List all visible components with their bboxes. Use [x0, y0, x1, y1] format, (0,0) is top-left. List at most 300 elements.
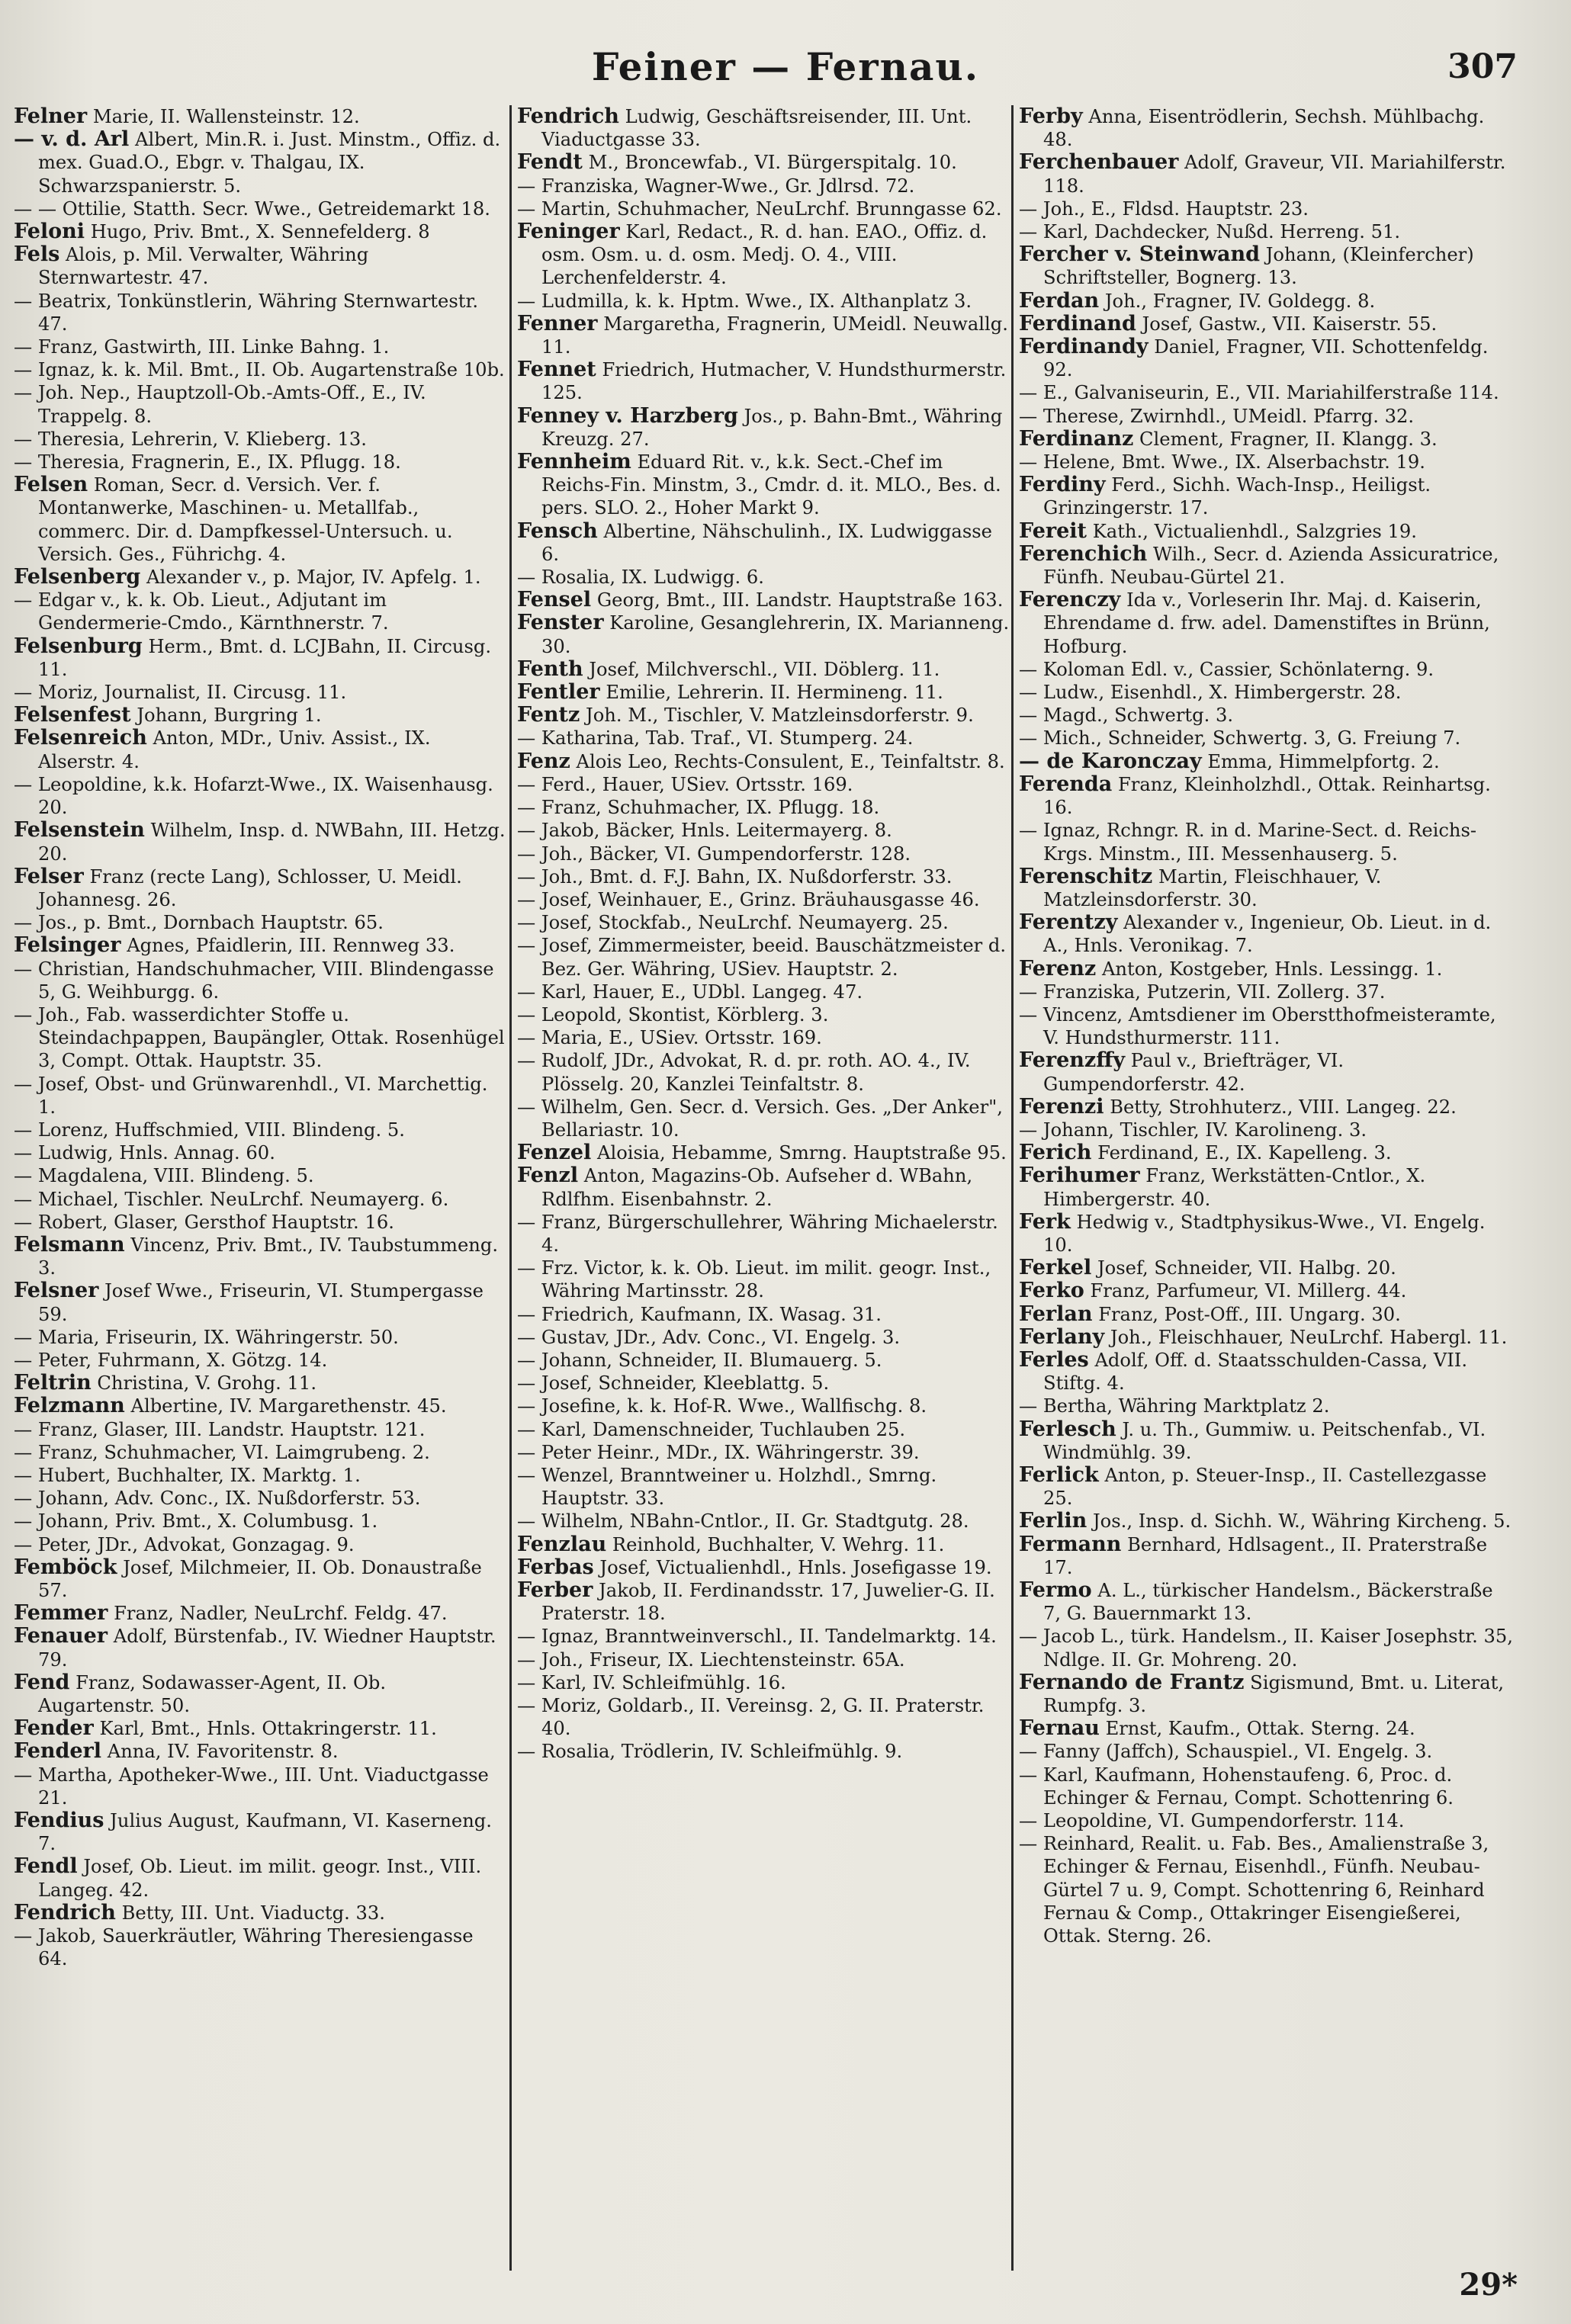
column-1: [14, 105, 508, 2271]
entry-details: Edgar v., k. k. Ob. Lieut., Adjutant im Gendermerie-Cmdo., Kärnthnerstr. 7.: [37, 589, 389, 634]
entry-details: Friedrich, Kaufmann, IX. Wasag. 31.: [541, 1303, 882, 1325]
entry-details: Josef, Schneider, VII. Halbg. 20.: [1097, 1257, 1396, 1279]
entry-details: Margaretha, Fragnerin, UMeidl. Neuwallg. 11.: [541, 313, 1008, 358]
entry-details: Leopoldine, k.k. Hofarzt-Wwe., IX. Waisenhausg. 20.: [37, 773, 493, 819]
directory-entry: [517, 1141, 1011, 1164]
entry-name: —: [517, 727, 536, 750]
directory-entry: [517, 773, 1011, 796]
entry-details: Josef, Milchmeier, II. Ob. Donaustraße 57.: [38, 1556, 482, 1601]
entry-name: Ferles: [1019, 1347, 1089, 1372]
entry-name: Fend: [14, 1670, 70, 1694]
directory-entry: [14, 934, 508, 957]
entry-details: Josef, Obst- und Grünwarenhdl., VI. Marchettig. 1.: [37, 1073, 488, 1118]
directory-entry: [1019, 1349, 1513, 1395]
entry-name: —: [14, 1165, 33, 1187]
entry-name: Ferenzi: [1019, 1094, 1104, 1119]
entry-details: Reinhard, Realit. u. Fab. Bes., Amalienstraße 3, Echinger & Fernau, Eisenhdl., Fünfh. Neubau-Gürtel 7 u. 9, Compt. Schottenring 6, Reinhard Fernau & Comp., Ottakringer Eisengießerei, Ottak. Sterng. 26.: [1043, 1833, 1489, 1947]
entry-name: —: [517, 1626, 536, 1648]
directory-entry: [1019, 773, 1513, 819]
entry-name: Fernau: [1019, 1716, 1100, 1741]
entry-name: Felner: [14, 105, 88, 128]
entry-details: Karl, Damenschneider, Tuchlauben 25.: [541, 1418, 906, 1440]
entry-name: Ferdinanz: [1019, 426, 1134, 451]
directory-entry: [1019, 958, 1513, 981]
entry-name: —: [517, 290, 536, 312]
directory-entry: [1019, 589, 1513, 658]
entry-name: Fermann: [1019, 1532, 1122, 1556]
entry-details: Joh., Bmt. d. F.J. Bahn, IX. Nußdorferstr. 33.: [541, 865, 953, 888]
entry-name: Fenster: [517, 611, 604, 635]
entry-details: Sigismund, Bmt. u. Literat, Rumpfg. 3.: [1043, 1671, 1505, 1717]
entry-details: Jacob L., türk. Handelsm., II. Kaiser Josephstr. 35, Ndlge. II. Gr. Mohreng. 20.: [1043, 1626, 1513, 1671]
entry-details: Leopold, Skontist, Körblerg. 3.: [541, 1003, 829, 1026]
entry-details: Karl, Kaufmann, Hohenstaufeng. 6, Proc. d. Echinger & Fernau, Compt. Schottenring 6.: [1043, 1764, 1454, 1809]
directory-entry: [14, 727, 508, 772]
directory-entry: [1019, 819, 1513, 865]
entry-details: Ferdinand, E., IX. Kapelleng. 3.: [1097, 1142, 1392, 1164]
directory-entry: [1019, 1740, 1513, 1763]
entry-name: Ferich: [1019, 1141, 1092, 1165]
entry-name: —: [14, 1925, 33, 1947]
directory-entry: [14, 1234, 508, 1279]
entry-details: Joh., Fab. wasserdichter Stoffe u. Steindachpappen, Baupängler, Ottak. Rosenhügel 3, Compt. Ottak. Hauptstr. 35.: [37, 1003, 505, 1072]
directory-entry: [1019, 1579, 1513, 1625]
entry-name: Fendrich: [517, 105, 619, 128]
entry-details: Bertha, Währing Marktplatz 2.: [1043, 1395, 1330, 1417]
entry-details: Ernst, Kaufm., Ottak. Sterng. 24.: [1105, 1718, 1415, 1740]
entry-name: —: [517, 1510, 536, 1533]
directory-entry: [14, 1602, 508, 1625]
entry-name: —: [517, 843, 536, 865]
directory-entry: [517, 1003, 1011, 1026]
entry-name: Fendl: [14, 1854, 78, 1879]
entry-details: Alexander v., p. Major, IV. Apfelg. 1.: [146, 567, 481, 589]
entry-details: Ferd., Hauer, USiev. Ortsstr. 169.: [541, 773, 853, 795]
entry-name: Ferentzy: [1019, 910, 1118, 935]
entry-details: Wilhelm, Insp. d. NWBahn, III. Hetzg. 20.: [38, 820, 506, 865]
entry-details: Eduard Rit. v., k.k. Sect.-Chef im Reichs-Fin. Minstm, 3., Cmdr. d. it. MLO., Bes. d. pers. SLO. 2., Hoher Markt 9.: [541, 451, 1001, 519]
entry-name: —: [1019, 1833, 1038, 1855]
directory-entry: [517, 865, 1011, 888]
directory-entry: [1019, 520, 1513, 543]
entry-name: —: [517, 197, 536, 220]
entry-name: Ferihumer: [1019, 1164, 1140, 1188]
entry-name: Fensel: [517, 588, 592, 612]
directory-entry: [1019, 290, 1513, 313]
entry-details: Johann, Priv. Bmt., X. Columbusg. 1.: [37, 1510, 378, 1533]
entry-details: Betty, Strohhuterz., VIII. Langeg. 22.: [1110, 1096, 1457, 1118]
entry-details: Adolf, Bürstenfab., IV. Wiedner Hauptstr. 79.: [38, 1626, 496, 1671]
directory-entry: [14, 1809, 508, 1855]
entry-details: Alexander v., Ingenieur, Ob. Lieut. in d. A., Hnls. Veronikag. 7.: [1043, 912, 1492, 957]
directory-entry: [517, 911, 1011, 934]
entry-name: —: [14, 1349, 33, 1371]
entry-details: Jos., Insp. d. Sichh. W., Währing Kircheng. 5.: [1092, 1510, 1512, 1533]
entry-name: —: [14, 773, 33, 795]
entry-details: Josefine, k. k. Hof-R. Wwe., Wallfischg. 8.: [541, 1395, 927, 1417]
entry-details: Jakob, Sauerkräutler, Währing Theresiengasse 64.: [37, 1925, 474, 1970]
page-number: 307: [1447, 47, 1518, 86]
entry-details: Peter, JDr., Advokat, Gonzagag. 9.: [37, 1533, 355, 1555]
entry-details: Josef Wwe., Friseurin, VI. Stumpergasse 59.: [38, 1280, 484, 1325]
directory-entry: [517, 843, 1011, 865]
entry-details: Josef, Victualienhdl., Hnls. Josefigasse 19.: [599, 1556, 992, 1578]
entry-name: —: [517, 1349, 536, 1371]
entry-details: Georg, Bmt., III. Landstr. Hauptstraße 163.: [596, 589, 1004, 611]
directory-entry: [14, 290, 508, 335]
directory-entry: [14, 243, 508, 289]
directory-entry: [517, 405, 1011, 451]
directory-entry: [517, 981, 1011, 1003]
entry-name: —: [14, 1764, 33, 1786]
directory-entry: [1019, 704, 1513, 727]
directory-entry: [1019, 1303, 1513, 1326]
directory-entry: [517, 1441, 1011, 1464]
directory-entry: [14, 381, 508, 427]
entry-details: Katharina, Tab. Traf., VI. Stumperg. 24.: [541, 727, 914, 750]
entry-details: Franz, Post-Off., III. Ungarg. 30.: [1098, 1303, 1401, 1325]
entry-name: —: [1019, 1764, 1038, 1786]
entry-name: Felsenfest: [14, 703, 131, 727]
entry-details: Joh. M., Tischler, V. Matzleinsdorferstr. 9.: [586, 705, 974, 727]
entry-details: Martha, Apotheker-Wwe., III. Unt. Viaductgasse 21.: [37, 1764, 489, 1809]
entry-name: — v. d. Arl: [14, 127, 130, 152]
directory-entry: [1019, 727, 1513, 750]
entry-name: —: [14, 382, 33, 404]
entry-details: Josef, Schneider, Kleeblattg. 5.: [541, 1372, 830, 1395]
entry-name: —: [14, 1326, 33, 1348]
entry-details: Joh. Nep., Hauptzoll-Ob.-Amts-Off., E., IV. Trappelg. 8.: [37, 382, 426, 427]
entry-name: — de Karonczay: [1019, 749, 1202, 773]
entry-details: Helene, Bmt. Wwe., IX. Alserbachstr. 19.: [1043, 451, 1425, 473]
entry-details: Anton, Kostgeber, Hnls. Lessingg. 1.: [1101, 958, 1443, 980]
entry-name: —: [1019, 1810, 1038, 1832]
entry-details: Herm., Bmt. d. LCJBahn, II. Circusg. 11.: [38, 635, 492, 680]
entry-details: Franz, Nadler, NeuLrchf. Feldg. 47.: [114, 1603, 448, 1625]
entry-name: Ferchenbauer: [1019, 150, 1179, 175]
entry-details: Robert, Glaser, Gersthof Hauptstr. 16.: [37, 1211, 394, 1233]
entry-name: Ferenczy: [1019, 588, 1121, 612]
entry-name: —: [517, 1648, 536, 1671]
entry-details: Rudolf, JDr., Advokat, R. d. pr. roth. AO. 4., IV. Plösselg. 20, Kanzlei Teinfaltstr. 8.: [541, 1050, 971, 1095]
entry-name: Felsmann: [14, 1232, 125, 1257]
directory-entry: [1019, 451, 1513, 473]
directory-entry: [517, 358, 1011, 404]
directory-entry: [14, 1211, 508, 1234]
entry-name: Fendius: [14, 1809, 104, 1833]
entry-name: —: [14, 682, 33, 704]
entry-name: —: [14, 589, 33, 611]
entry-name: Fennet: [517, 358, 596, 382]
entry-name: —: [14, 958, 33, 980]
entry-name: — —: [14, 197, 57, 220]
entry-details: Wenzel, Branntweiner u. Holzhdl., Smrng. Hauptstr. 33.: [541, 1464, 937, 1510]
directory-entry: [517, 727, 1011, 750]
entry-name: Felsinger: [14, 933, 121, 958]
entry-name: —: [14, 1119, 33, 1141]
entry-details: Joh., E., Fldsd. Hauptstr. 23.: [1043, 197, 1309, 220]
directory-entry: [1019, 105, 1513, 151]
directory-entry: [14, 1141, 508, 1164]
entry-name: —: [14, 1003, 33, 1026]
entry-details: Therese, Zwirnhdl., UMeidl. Pfarrg. 32.: [1043, 405, 1415, 427]
directory-entry: [517, 796, 1011, 819]
entry-details: Franz, Glaser, III. Landstr. Hauptstr. 121.: [37, 1418, 426, 1440]
entry-details: A. L., türkischer Handelsm., Bäckerstraße 7, G. Bauernmarkt 13.: [1043, 1580, 1493, 1625]
entry-name: —: [517, 935, 536, 957]
entry-name: Ferdinandy: [1019, 335, 1149, 359]
directory-entry: [14, 428, 508, 451]
entry-details: Julius August, Kaufmann, VI. Kaserneng. 7.: [38, 1810, 492, 1855]
entry-details: Johann, Tischler, IV. Karolineng. 3.: [1043, 1119, 1367, 1141]
entry-details: Rosalia, IX. Ludwigg. 6.: [541, 567, 764, 589]
entry-name: Felsenberg: [14, 565, 141, 589]
entry-details: Hugo, Priv. Bmt., X. Sennefelderg. 8: [90, 221, 430, 243]
directory-entry: [14, 1855, 508, 1901]
entry-details: Ignaz, k. k. Mil. Bmt., II. Ob. Augartenstraße 10b.: [37, 359, 505, 381]
entry-name: —: [14, 1510, 33, 1533]
entry-name: —: [1019, 405, 1038, 427]
entry-name: —: [517, 773, 536, 795]
directory-entry: [1019, 1671, 1513, 1717]
directory-entry: [14, 1764, 508, 1809]
entry-details: Franz, Gastwirth, III. Linke Bahng. 1.: [37, 336, 390, 358]
directory-entry: [517, 750, 1011, 773]
directory-entry: [1019, 1809, 1513, 1832]
entry-name: Ferlan: [1019, 1302, 1093, 1326]
directory-entry: [14, 566, 508, 589]
entry-name: Ferko: [1019, 1279, 1084, 1303]
directory-entry: [1019, 1832, 1513, 1947]
entry-details: Franz (recte Lang), Schlosser, U. Meidl. Johannesg. 26.: [38, 865, 462, 910]
entry-details: Michael, Tischler. NeuLrchf. Neumayerg. 6.: [37, 1188, 449, 1210]
entry-details: Josef, Stockfab., NeuLrchf. Neumayerg. 25.: [541, 912, 949, 934]
entry-name: —: [1019, 705, 1038, 727]
entry-name: Fenner: [517, 311, 598, 335]
entry-name: —: [14, 1441, 33, 1463]
entry-details: Ignaz, Rchngr. R. in d. Marine-Sect. d. Reichs-Krgs. Minstm., III. Messenhauserg. 5.: [1043, 820, 1477, 865]
directory-entry: [517, 1671, 1011, 1694]
entry-details: Josef, Ob. Lieut. im milit. geogr. Inst., VIII. Langeg. 42.: [38, 1856, 482, 1901]
directory-entry: [14, 128, 508, 197]
entry-details: Jakob, II. Ferdinandsstr. 17, Juwelier-G. II. Praterstr. 18.: [541, 1580, 995, 1625]
directory-entry: [14, 1279, 508, 1325]
directory-entry: [517, 1211, 1011, 1257]
entry-name: —: [517, 1027, 536, 1049]
entry-details: Ludwig, Geschäftsreisender, III. Unt. Viaductgasse 33.: [541, 106, 972, 151]
directory-entry: [14, 1395, 508, 1417]
entry-details: Beatrix, Tonkünstlerin, Währing Sternwartestr. 47.: [37, 290, 479, 335]
entry-details: Ignaz, Branntweinverschl., II. Tandelmarktg. 14.: [541, 1626, 997, 1648]
entry-details: Karl, Bmt., Hnls. Ottakringerstr. 11.: [99, 1718, 437, 1740]
entry-details: Karl, Hauer, E., UDbl. Langeg. 47.: [541, 981, 863, 1003]
entry-details: Johann, Schneider, II. Blumauerg. 5.: [541, 1349, 882, 1371]
directory-entry: [1019, 1096, 1513, 1119]
directory-entry: [517, 1026, 1011, 1049]
entry-name: —: [14, 1211, 33, 1233]
entry-name: Ferenz: [1019, 956, 1097, 981]
entry-details: Franz, Schuhmacher, VI. Laimgrubeng. 2.: [37, 1441, 430, 1463]
entry-details: Friedrich, Hutmacher, V. Hundsthurmerstr. 125.: [541, 359, 1007, 404]
entry-details: Betty, III. Unt. Viaductg. 33.: [121, 1902, 385, 1924]
entry-details: Joh., Fragner, IV. Goldegg. 8.: [1104, 290, 1376, 312]
entry-details: Josef, Gastw., VII. Kaiserstr. 55.: [1142, 313, 1438, 335]
entry-details: Josef, Zimmermeister, beeid. Bauschätzmeister d. Bez. Ger. Währing, USiev. Hauptstr. 2.: [541, 935, 1007, 980]
entry-name: Feltrin: [14, 1371, 92, 1395]
entry-details: Magdalena, VIII. Blindeng. 5.: [37, 1165, 314, 1187]
column-3: [1019, 105, 1513, 2271]
entry-details: Koloman Edl. v., Cassier, Schönlaterng. 9.: [1043, 658, 1434, 680]
entry-details: Ottilie, Statth. Secr. Wwe., Getreidemarkt 18.: [62, 197, 490, 220]
entry-name: Felsen: [14, 473, 88, 497]
entry-name: Ferdiny: [1019, 473, 1106, 497]
entry-details: Ida v., Vorleserin Ihr. Maj. d. Kaiserin, Ehrendame d. frw. adel. Damenstiftes in Brünn, Hofburg.: [1043, 589, 1490, 657]
entry-name: —: [1019, 682, 1038, 704]
directory-columns: [14, 105, 1554, 2271]
entry-details: Jos., p. Bahn-Bmt., Währing Kreuzg. 27.: [541, 405, 1003, 450]
entry-name: Ferenchich: [1019, 541, 1148, 566]
entry-name: Fennheim: [517, 450, 631, 474]
entry-name: Fenzl: [517, 1164, 579, 1188]
directory-entry: [1019, 1625, 1513, 1671]
directory-entry: [1019, 1164, 1513, 1210]
entry-details: Reinhold, Buchhalter, V. Wehrg. 11.: [612, 1533, 945, 1555]
directory-entry: [1019, 981, 1513, 1003]
entry-name: Ferby: [1019, 105, 1083, 128]
directory-entry: [517, 197, 1011, 220]
directory-entry: [517, 1326, 1011, 1349]
entry-name: Felsner: [14, 1279, 99, 1303]
directory-entry: [14, 1556, 508, 1602]
directory-entry: [1019, 473, 1513, 519]
directory-entry: [517, 934, 1011, 980]
directory-entry: [517, 451, 1011, 520]
entry-name: Femmer: [14, 1601, 108, 1626]
entry-details: Joh., Fleischhauer, NeuLrchf. Habergl. 11.: [1110, 1326, 1508, 1348]
entry-details: Ludmilla, k. k. Hptm. Wwe., IX. Althanplatz 3.: [541, 290, 972, 312]
directory-entry: [517, 1418, 1011, 1441]
directory-entry: [14, 1441, 508, 1464]
directory-entry: [14, 589, 508, 634]
directory-entry: [14, 1164, 508, 1187]
entry-name: Ferenzffy: [1019, 1048, 1126, 1073]
entry-name: Ferbas: [517, 1555, 594, 1579]
directory-entry: [517, 888, 1011, 911]
entry-name: —: [517, 1418, 536, 1440]
directory-entry: [517, 1303, 1011, 1326]
entry-details: Emilie, Lehrerin. II. Hermineng. 11.: [606, 682, 943, 704]
column-2: [517, 105, 1011, 2271]
entry-name: Felsenreich: [14, 726, 147, 750]
directory-entry: [517, 1740, 1011, 1763]
directory-entry: [14, 704, 508, 727]
directory-entry: [1019, 335, 1513, 381]
entry-details: Karoline, Gesanglehrerin, IX. Marianneng. 30.: [541, 612, 1010, 657]
entry-name: —: [14, 290, 33, 312]
directory-entry: [14, 1902, 508, 1924]
entry-name: —: [1019, 820, 1038, 842]
entry-details: Anna, Eisentrödlerin, Sechsh. Mühlbachg. 48.: [1043, 106, 1485, 151]
directory-entry: [517, 658, 1011, 681]
entry-name: Fentler: [517, 680, 600, 705]
directory-entry: [1019, 1257, 1513, 1279]
directory-entry: [1019, 1717, 1513, 1740]
entry-name: —: [517, 1695, 536, 1717]
entry-name: —: [517, 1211, 536, 1233]
entry-name: Fentz: [517, 703, 580, 727]
entry-details: Daniel, Fragner, VII. Schottenfeldg. 92.: [1043, 336, 1489, 381]
entry-name: —: [517, 175, 536, 197]
directory-entry: [14, 681, 508, 704]
entry-details: Emma, Himmelpfortg. 2.: [1207, 750, 1440, 772]
entry-details: Jos., p. Bmt., Dornbach Hauptstr. 65.: [37, 912, 384, 934]
entry-details: Marie, II. Wallensteinstr. 12.: [92, 106, 360, 127]
entry-details: J. u. Th., Gummiw. u. Peitschenfab., VI. Windmühlg. 39.: [1043, 1418, 1486, 1463]
directory-entry: [1019, 243, 1513, 289]
directory-entry: [517, 1049, 1011, 1095]
entry-name: —: [1019, 981, 1038, 1003]
entry-details: Karl, IV. Schleifmühlg. 16.: [541, 1671, 786, 1693]
entry-name: —: [1019, 1626, 1038, 1648]
entry-name: Felsenburg: [14, 634, 143, 658]
directory-entry: [14, 819, 508, 865]
entry-details: Alois Leo, Rechts-Consulent, E., Teinfaltstr. 8.: [576, 750, 1005, 772]
directory-entry: [517, 566, 1011, 589]
entry-name: —: [517, 1464, 536, 1486]
directory-entry: [517, 1648, 1011, 1671]
entry-name: Fenth: [517, 656, 583, 681]
entry-details: Mich., Schneider, Schwertg. 3, G. Freiung 7.: [1043, 727, 1461, 750]
entry-details: Christian, Handschuhmacher, VIII. Blindengasse 5, G. Weihburgg. 6.: [37, 958, 494, 1003]
directory-entry: [14, 1717, 508, 1740]
entry-details: Franz, Kleinholzhdl., Ottak. Reinhartsg. 16.: [1043, 773, 1491, 819]
entry-name: —: [517, 1441, 536, 1463]
entry-details: Maria, Friseurin, IX. Währingerstr. 50.: [37, 1326, 399, 1348]
entry-details: Alois, p. Mil. Verwalter, Währing Sternwartestr. 47.: [38, 244, 369, 289]
entry-details: Anton, Magazins-Ob. Aufseher d. WBahn, Rdlfhm. Eisenbahnstr. 2.: [541, 1165, 973, 1210]
entry-details: Franz, Parfumeur, VI. Millerg. 44.: [1090, 1280, 1407, 1302]
directory-entry: [14, 1487, 508, 1510]
entry-details: Josef, Weinhauer, E., Grinz. Bräuhausgasse 46.: [541, 888, 980, 910]
entry-name: —: [14, 1073, 33, 1095]
entry-details: Franziska, Putzerin, VII. Zollerg. 37.: [1043, 981, 1386, 1003]
directory-entry: [517, 1164, 1011, 1210]
entry-details: Ferd., Sichh. Wach-Insp., Heiligst. Grinzingerstr. 17.: [1043, 474, 1431, 519]
entry-name: Fereit: [1019, 518, 1087, 543]
entry-details: Agnes, Pfaidlerin, III. Rennweg 33.: [127, 935, 455, 957]
entry-name: Ferenschitz: [1019, 864, 1153, 888]
directory-entry: [1019, 197, 1513, 220]
directory-entry: [517, 1556, 1011, 1579]
entry-name: —: [14, 1188, 33, 1210]
entry-name: Feninger: [517, 220, 620, 244]
entry-name: Ferlany: [1019, 1324, 1105, 1349]
entry-name: Fermo: [1019, 1578, 1092, 1602]
entry-name: Fenderl: [14, 1739, 102, 1764]
entry-name: —: [517, 1096, 536, 1118]
entry-name: —: [517, 981, 536, 1003]
entry-name: Fenauer: [14, 1624, 108, 1648]
entry-name: Fenz: [517, 749, 570, 773]
entry-name: Fenney v. Harzberg: [517, 403, 738, 428]
entry-details: Franziska, Wagner-Wwe., Gr. Jdlrsd. 72.: [541, 175, 915, 197]
directory-entry: [14, 911, 508, 934]
directory-entry: [517, 1464, 1011, 1510]
entry-name: —: [1019, 1119, 1038, 1141]
directory-entry: [1019, 1003, 1513, 1049]
entry-details: Rosalia, Trödlerin, IV. Schleifmühlg. 9.: [541, 1741, 903, 1763]
entry-details: Maria, E., USiev. Ortsstr. 169.: [541, 1027, 822, 1049]
